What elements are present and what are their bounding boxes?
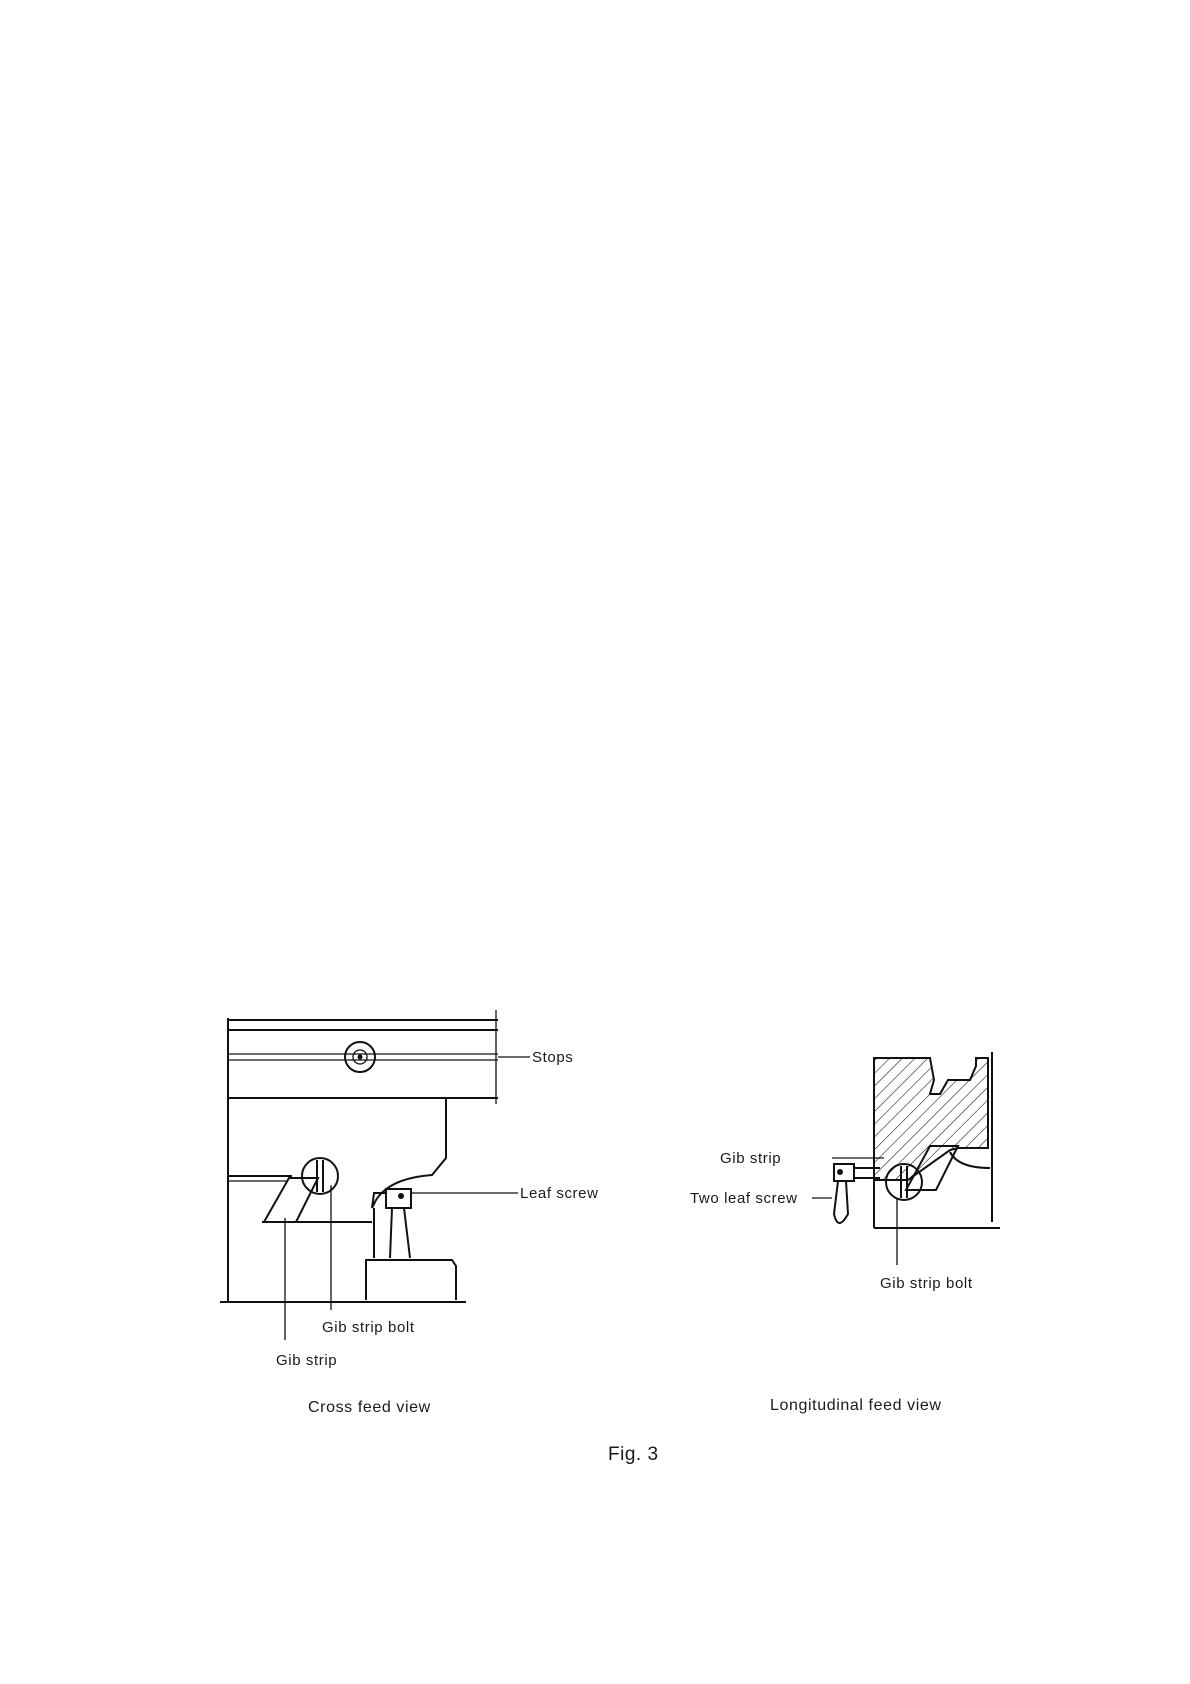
longitudinal-gib-strip-label: Gib strip <box>720 1150 782 1167</box>
longitudinal-feed-view <box>690 1052 1000 1414</box>
gib-strip-label: Gib strip <box>276 1352 338 1369</box>
saddle-body <box>372 1098 446 1208</box>
stop-knob <box>345 1042 375 1072</box>
leaf-screw-label: Leaf screw <box>520 1185 599 1202</box>
figure-label: Fig. 3 <box>608 1444 659 1465</box>
gib-strip-bolt-label: Gib strip bolt <box>322 1319 415 1336</box>
cross-feed-caption: Cross feed view <box>308 1399 431 1416</box>
base-block <box>366 1260 456 1300</box>
longitudinal-feed-caption: Longitudinal feed view <box>770 1397 942 1414</box>
gib-strip <box>264 1178 318 1222</box>
two-leaf-screw-label: Two leaf screw <box>690 1190 798 1207</box>
leaf-screw <box>372 1189 411 1258</box>
stops-label: Stops <box>532 1049 574 1066</box>
cross-feed-view <box>220 1010 599 1416</box>
dovetail-lower <box>950 1152 990 1168</box>
saddle-section-hatched <box>874 1058 988 1180</box>
table-slab <box>228 1010 498 1302</box>
longitudinal-gib-strip-bolt-label: Gib strip bolt <box>880 1275 973 1292</box>
gib-strip-bolt <box>302 1158 338 1194</box>
